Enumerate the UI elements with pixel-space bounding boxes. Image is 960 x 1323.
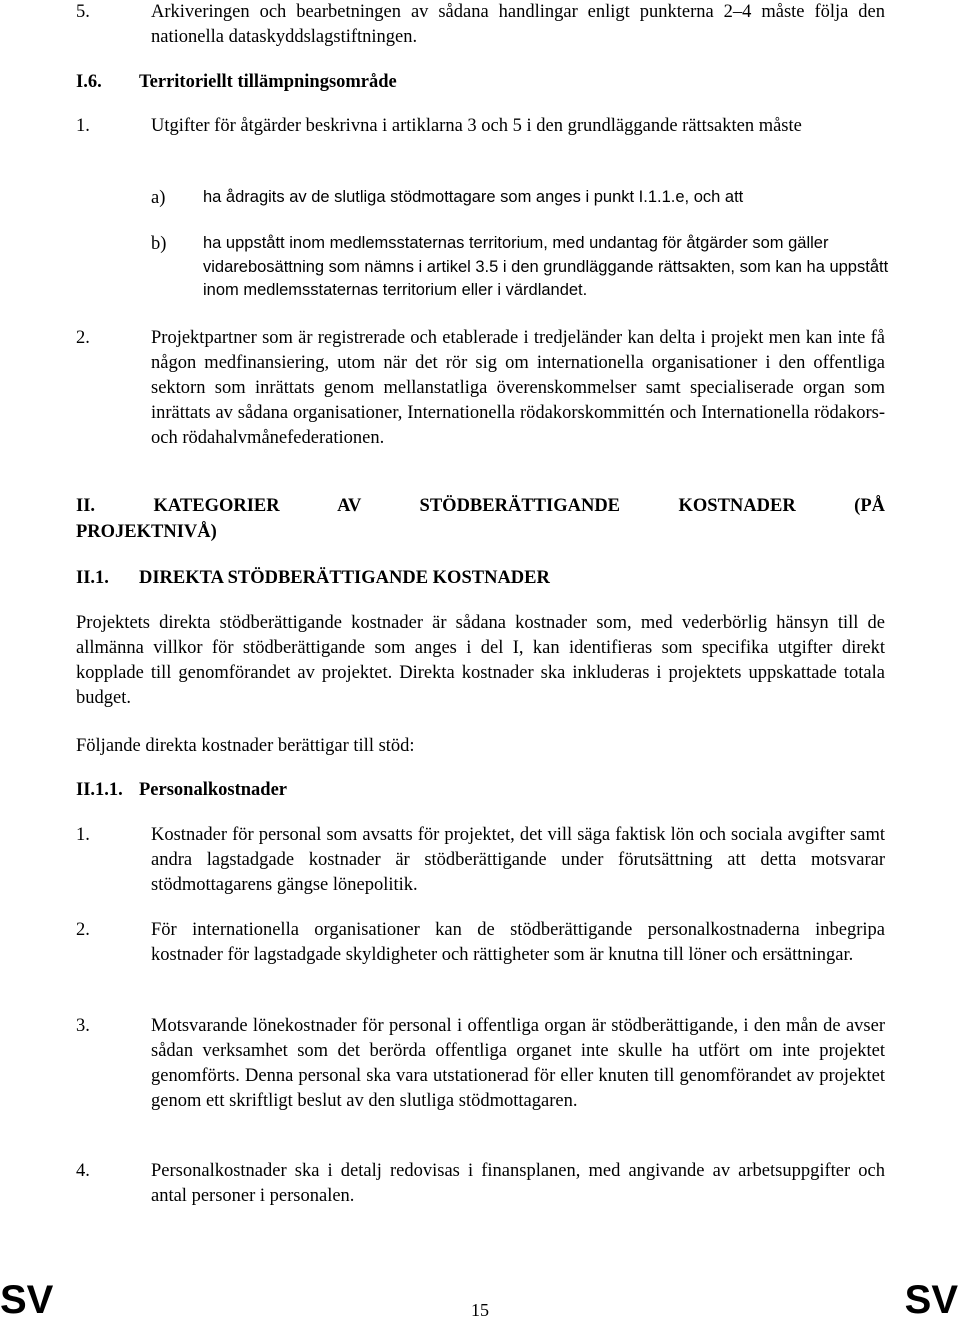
personal-item-4-number: 4. <box>76 1161 90 1181</box>
personal-item-3-text: Motsvarande lönekostnader för personal i offentliga organ är stödberättigande, i den mån de avser sådan verksamhet som det berörda offentliga organet inte skulle ha utfört om inte projektet genomförts. Denna personal ska vara utstationerad för eller knuten till genomförandet av projektet genom ett skriftligt beslut av den slutliga stödmottagaren. <box>151 1016 885 1111</box>
section-ii1-title: DIREKTA STÖDBERÄTTIGANDE KOSTNADER <box>139 568 550 588</box>
section-ii11-number: II.1.1. <box>76 780 123 800</box>
personal-item-1-text: Kostnader för personal som avsatts för projektet, det vill säga faktisk lön och sociala avgifter samt andra lagstadgade kostnader är stödberättigande under förutsättning att detta motsvarar stödmottagarens gängse lönepolitik. <box>151 825 885 895</box>
subitem-b-text: ha uppstått inom medlemsstaternas territorium, med undantag för åtgärder som gäller vidarebosättning som nämns i artikel 3.5 i den grundläggande rättsakten, som kan ha uppstått inom medlemsstaternas territorium eller i värdlandet. <box>203 234 889 299</box>
personal-item-3-number: 3. <box>76 1016 90 1036</box>
item-2-number: 2. <box>76 328 90 348</box>
personal-item-2-number: 2. <box>76 920 90 940</box>
subitem-a-letter: a) <box>151 188 166 208</box>
eligible-costs-intro: Följande direkta kostnader berättigar till stöd: <box>76 736 415 756</box>
section-ii1-number: II.1. <box>76 568 109 588</box>
footer-language-left: SV <box>0 1278 54 1322</box>
section-i6-number: I.6. <box>76 72 102 92</box>
item-1-text: Utgifter för åtgärder beskrivna i artiklarna 3 och 5 i den grundläggande rättsakten måste <box>151 116 802 136</box>
item-5-number: 5. <box>76 2 90 22</box>
direct-costs-paragraph: Projektets direkta stödberättigande kostnader är sådana kostnader som, med vederbörlig hänsyn till de allmänna villkor för stödberättigande som anges i del I, kan identifieras som specifika utgifter direkt kopplade till genomförandet av projektet. Direkta kostnader ska inkluderas i projektets uppskattade totala budget. <box>76 613 885 708</box>
section-ii-title: KATEGORIER AV STÖDBERÄTTIGANDE KOSTNADER (PÅ <box>153 496 885 516</box>
item-1-number: 1. <box>76 116 90 136</box>
item-5-text: Arkiveringen och bearbetningen av sådana handlingar enligt punkterna 2–4 måste följa den nationella dataskyddslagstiftningen. <box>151 2 885 47</box>
subitem-b-letter: b) <box>151 234 167 254</box>
section-ii11-title: Personalkostnader <box>139 780 287 800</box>
footer-language-right: SV <box>904 1278 958 1322</box>
page-number: 15 <box>471 1300 489 1320</box>
section-ii-title-line1 <box>76 494 885 519</box>
personal-item-4-text: Personalkostnader ska i detalj redovisas i finansplanen, med angivande av arbetsuppgifter och antal personer i personalen. <box>151 1161 885 1206</box>
item-2-text: Projektpartner som är registrerade och etablerade i tredjeländer kan delta i projekt men kan inte få någon medfinansiering, utom när det rör sig om internationella organisationer i den offentliga sektorn som inrättats genom mellanstatliga överenskommelser samt specialiserade organ som inrättats av sådana organisationer, Internationella rödakorskommittén och Internationella rödakors- och rödahalvmånefederationen. <box>151 328 885 448</box>
section-i6-title: Territoriellt tillämpningsområde <box>139 72 397 92</box>
personal-item-1-number: 1. <box>76 825 90 845</box>
section-ii-number: II. <box>76 496 96 516</box>
subitem-a-text: ha ådragits av de slutliga stödmottagare som anges i punkt I.1.1.e, och att <box>203 188 744 206</box>
section-ii-title-line2: PROJEKTNIVÅ) <box>76 522 217 542</box>
personal-item-2-text: För internationella organisationer kan de stödberättigande personalkostnaderna inbegripa kostnader för lagstadgade skyldigheter och rättigheter som är knutna till löner och ersättningar. <box>151 920 885 965</box>
